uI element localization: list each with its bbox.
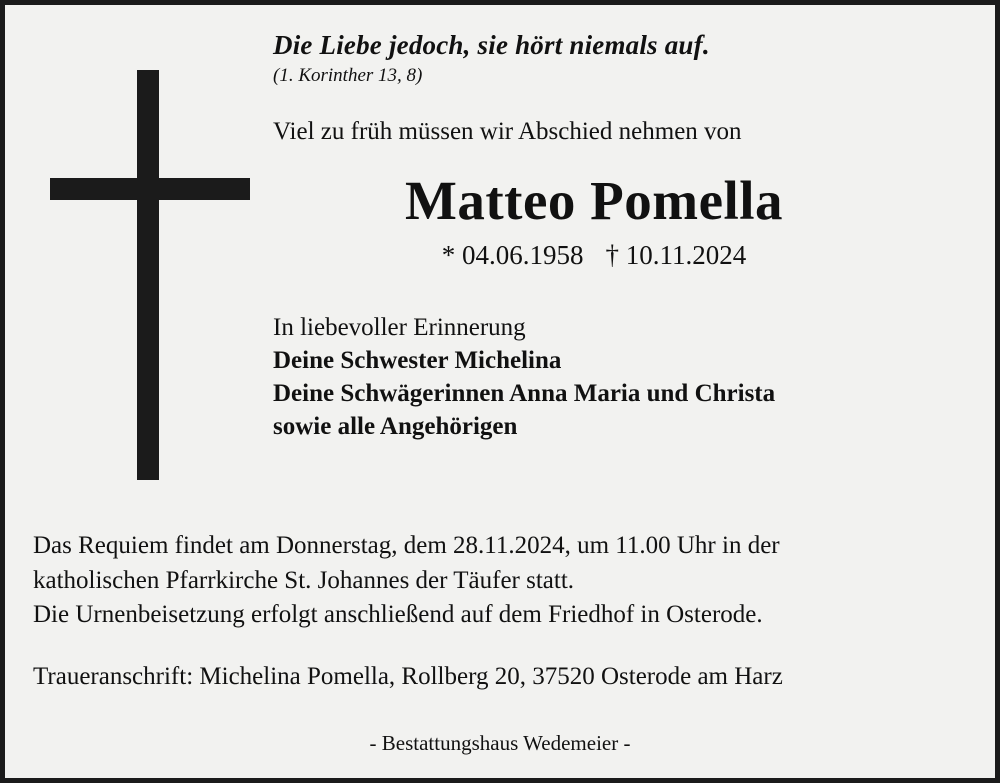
cross-vertical-bar [137,70,159,480]
memory-intro: In liebevoller Erinnerung [273,314,526,342]
mourner-line-2: Deine Schwägerinnen Anna Maria und Christa [273,380,776,408]
service-line-3: Die Urnenbeisetzung erfolgt anschließend auf dem Friedhof in Osterode. [33,601,763,628]
upper-text-block [273,29,965,443]
mourner-line-1: Deine Schwester Michelina [273,347,562,375]
service-line-2: katholischen Pfarrkirche St. Johannes der Täufer statt. [33,566,575,594]
death-date: † 10.11.2024 [605,240,747,271]
service-details-block [33,529,971,694]
cross-horizontal-bar [50,178,250,200]
mourning-address: Traueranschrift: Michelina Pomella, Rollberg 20, 37520 Osterode am Harz [33,662,783,690]
verse-text: Die Liebe jedoch, sie hört niemals auf. [273,30,710,60]
cross-icon [50,70,250,480]
lead-line: Viel zu früh müssen wir Abschied nehmen von [273,118,742,146]
mourner-line-3: sowie alle Angehörigen [273,413,518,441]
obituary-inner [5,5,995,778]
verse-source: (1. Korinther 13, 8) [273,65,423,87]
funeral-home-credit: - Bestattungshaus Wedemeier - [369,731,631,755]
life-dates [273,240,965,271]
birth-date: * 04.06.1958 [441,240,584,271]
service-line-1: Das Requiem findet am Donnerstag, dem 28.11.2024, um 11.00 Uhr in der [33,532,780,559]
memory-block [273,311,965,443]
deceased-name: Matteo Pomella [404,170,784,232]
